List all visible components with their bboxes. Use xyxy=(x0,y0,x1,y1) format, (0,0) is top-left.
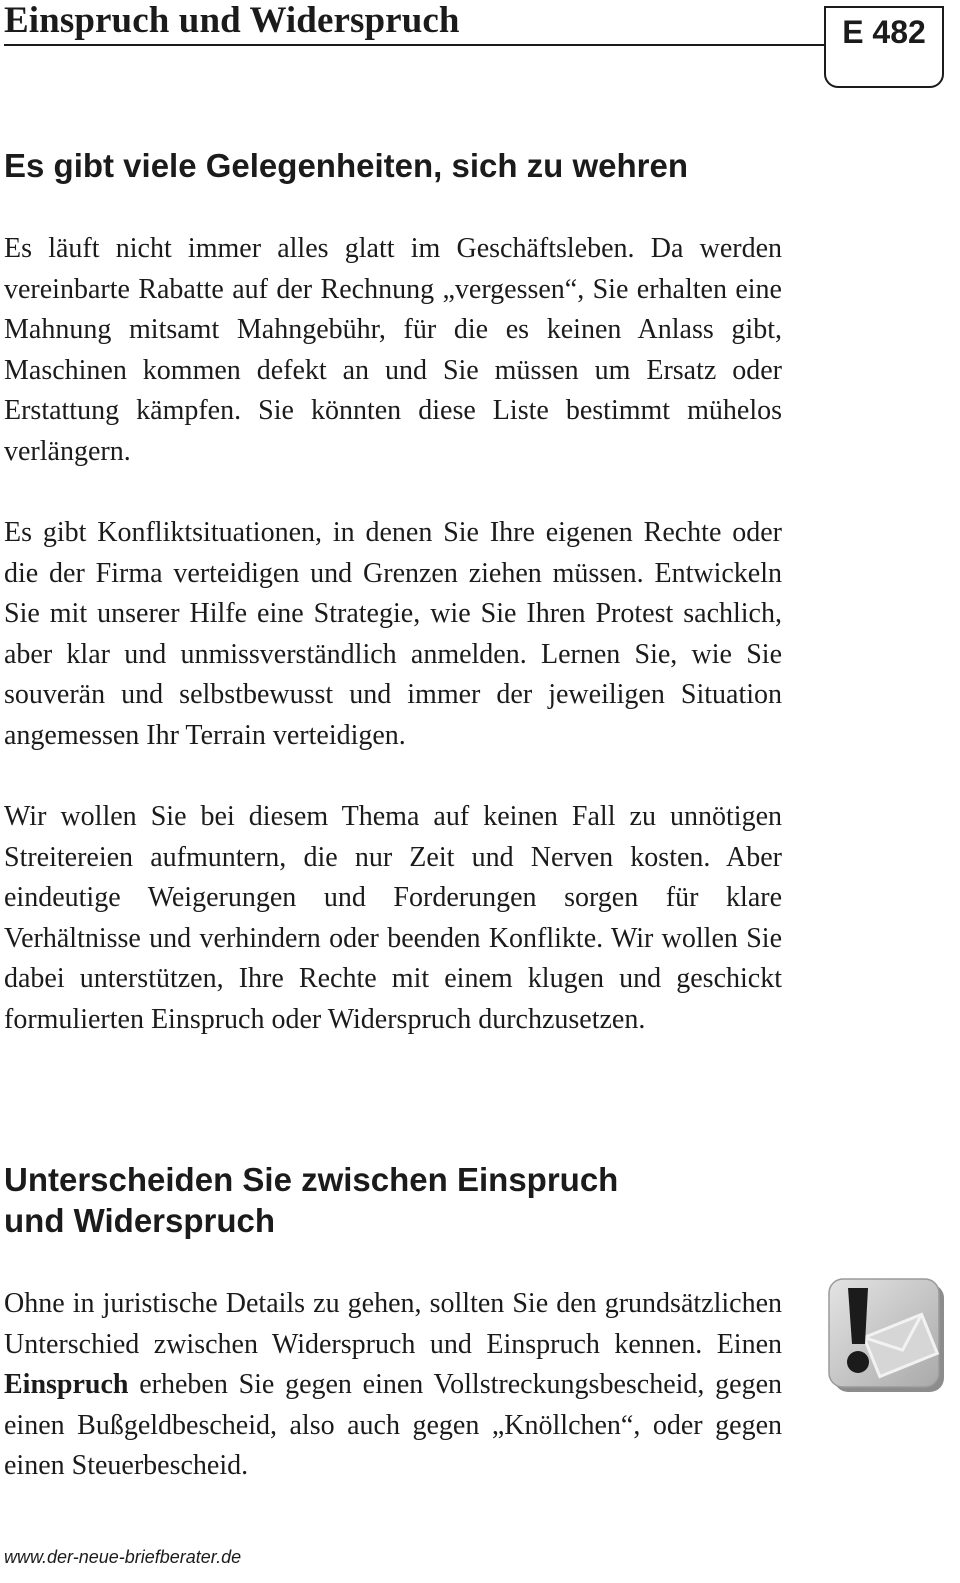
exclamation-envelope-icon xyxy=(826,1276,946,1394)
paragraph-bold-term: Einspruch xyxy=(4,1369,129,1401)
section-heading-line: und Widerspruch xyxy=(4,1202,276,1239)
section-heading-unterscheiden xyxy=(4,1159,618,1241)
footer-website-url: www.der-neue-briefberater.de xyxy=(4,1547,242,1567)
paragraph-text: Ohne in juristische Details zu gehen, sollten Sie den grundsätzlichen Unterschied zwischen Widerspruch und Einspruch kennen. Einen xyxy=(4,1288,782,1360)
section-heading-gelegenheiten: Es gibt viele Gelegenheiten, sich zu wehren xyxy=(4,147,689,184)
header-divider xyxy=(4,44,826,46)
paragraph-intro: Es läuft nicht immer alles glatt im Geschäftsleben. Da werden vereinbarte Rabatte auf der Rechnung „vergessen“, Sie erhalten eine Mahnung mitsamt Mahngebühr, für die es keinen Anlass gibt, Maschinen kommen defekt an und Sie müssen um Ersatz oder Erstattung kämpfen. Sie könnten diese Liste bestimmt mühelos verlängern. xyxy=(4,233,782,467)
page-title: Einspruch und Widerspruch xyxy=(4,0,460,41)
paragraph-unterstuetzung: Wir wollen Sie bei diesem Thema auf keinen Fall zu unnötigen Streitereien aufmuntern, die nur Zeit und Nerven kosten. Aber eindeutige Weigerungen und Forderungen sorgen für klare Verhältnisse und verhindern oder beenden Konflikte. Wir wollen Sie dabei unterstützen, Ihre Rechte mit einem klugen und geschickt formulierten Einspruch oder Widerspruch durchzusetzen. xyxy=(4,801,782,1035)
paragraph-konflikte: Es gibt Konfliktsituationen, in denen Sie Ihre eigenen Rechte oder die der Firma verteidigen und Grenzen ziehen müssen. Entwickeln Sie mit unserer Hilfe eine Strategie, wie Sie Ihren Protest sachlich, aber klar und unmissverständlich anmelden. Lernen Sie, wie Sie souverän und selbstbewusst und immer der jeweiligen Situation angemessen Ihr Terrain verteidigen. xyxy=(4,517,782,751)
paragraph-unterschied xyxy=(4,1284,782,1487)
section-heading-line: Unterscheiden Sie zwischen Einspruch xyxy=(4,1161,619,1198)
paragraph-text: erheben Sie gegen einen Vollstreckungsbescheid, gegen einen Bußgeldbescheid, also auch gegen „Knöllchen“, oder gegen einen Steuerbescheid. xyxy=(4,1369,782,1482)
chapter-code: E 482 xyxy=(842,14,926,50)
chapter-code-tab xyxy=(824,6,944,88)
